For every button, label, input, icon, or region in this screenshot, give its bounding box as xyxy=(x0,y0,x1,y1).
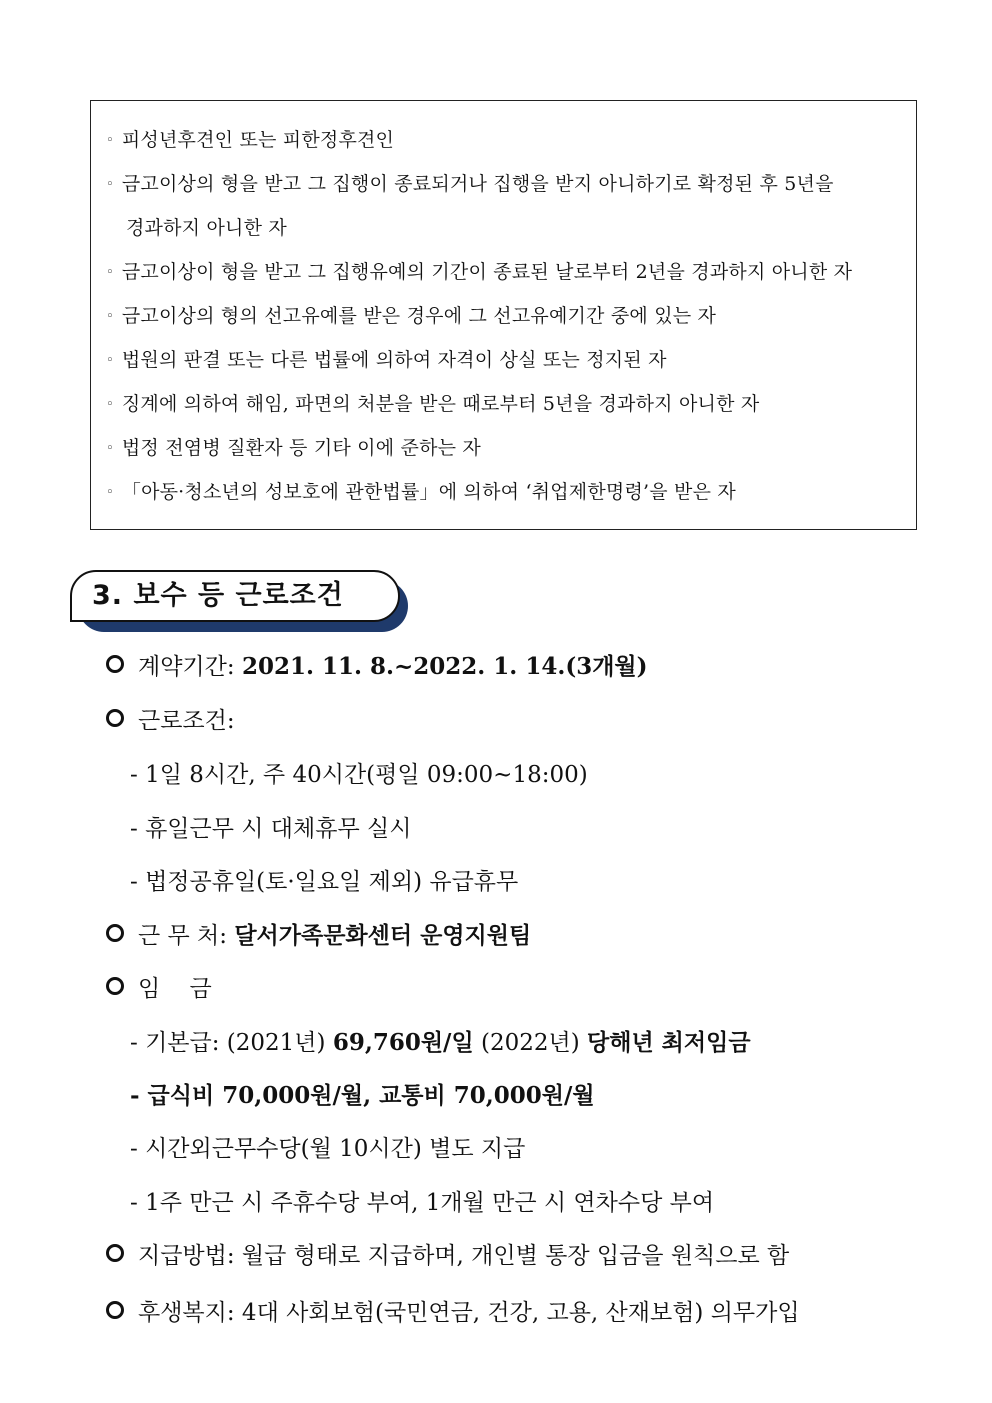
condition-item: - 휴일근무 시 대체휴무 실시 xyxy=(130,816,412,842)
qualification-item: ◦ 법원의 판결 또는 다른 법률에 의하여 자격이 상실 또는 정지된 자 xyxy=(106,349,667,371)
qualification-item-continued: 경과하지 아니한 자 xyxy=(126,217,287,239)
condition-item: - 법정공휴일(토·일요일 제외) 유급휴무 xyxy=(130,869,519,895)
qualification-item: ◦ 법정 전염병 질환자 등 기타 이에 준하는 자 xyxy=(106,437,481,459)
circle-bullet-icon xyxy=(106,924,124,942)
qualification-item: ◦ 「아동·청소년의 성보호에 관한법률」에 의하여 ‘취업제한명령’을 받은 자 xyxy=(106,481,736,503)
qualification-item: ◦ 금고이상의 형을 받고 그 집행이 종료되거나 집행을 받지 아니하기로 확정된 후 5년을 xyxy=(106,173,834,195)
circle-bullet-icon xyxy=(106,709,124,727)
contract-period: 계약기간: 2021. 11. 8.~2022. 1. 14.(3개월) xyxy=(106,652,648,682)
section-title: 3. 보수 등 근로조건 xyxy=(70,570,400,622)
work-conditions-heading: 근로조건: xyxy=(106,706,235,736)
weekly-annual-allowance: - 1주 만근 시 주휴수당 부여, 1개월 만근 시 연차수당 부여 xyxy=(130,1190,715,1216)
circle-bullet-icon xyxy=(106,977,124,995)
workplace: 근 무 처: 달서가족문화센터 운영지원팀 xyxy=(106,921,531,951)
circle-bullet-icon xyxy=(106,655,124,673)
meal-transport-allowance: - 급식비 70,000원/월, 교통비 70,000원/월 xyxy=(130,1082,595,1109)
base-pay: - 기본급: (2021년) 69,760원/일 (2022년) 당해년 최저임금 xyxy=(130,1029,751,1056)
condition-item: - 1일 8시간, 주 40시간(평일 09:00~18:00) xyxy=(130,762,588,788)
payment-method: 지급방법: 월급 형태로 지급하며, 개인별 통장 입금을 원칙으로 함 xyxy=(106,1241,789,1271)
wage-heading: 임 금 xyxy=(106,974,212,1004)
qualification-item: ◦ 금고이상의 형의 선고유예를 받은 경우에 그 선고유예기간 중에 있는 자 xyxy=(106,305,717,327)
qualification-item: ◦ 피성년후견인 또는 피한정후견인 xyxy=(106,129,395,151)
circle-bullet-icon xyxy=(106,1244,124,1262)
qualification-item: ◦ 금고이상이 형을 받고 그 집행유예의 기간이 종료된 날로부터 2년을 경과하지 아니한 자 xyxy=(106,261,853,283)
section-title-badge xyxy=(70,570,402,624)
qualification-item: ◦ 징계에 의하여 해임, 파면의 처분을 받은 때로부터 5년을 경과하지 아니한 자 xyxy=(106,393,760,415)
overtime-pay: - 시간외근무수당(월 10시간) 별도 지급 xyxy=(130,1136,526,1162)
circle-bullet-icon xyxy=(106,1301,124,1319)
welfare: 후생복지: 4대 사회보험(국민연금, 건강, 고용, 산재보험) 의무가입 xyxy=(106,1298,800,1328)
